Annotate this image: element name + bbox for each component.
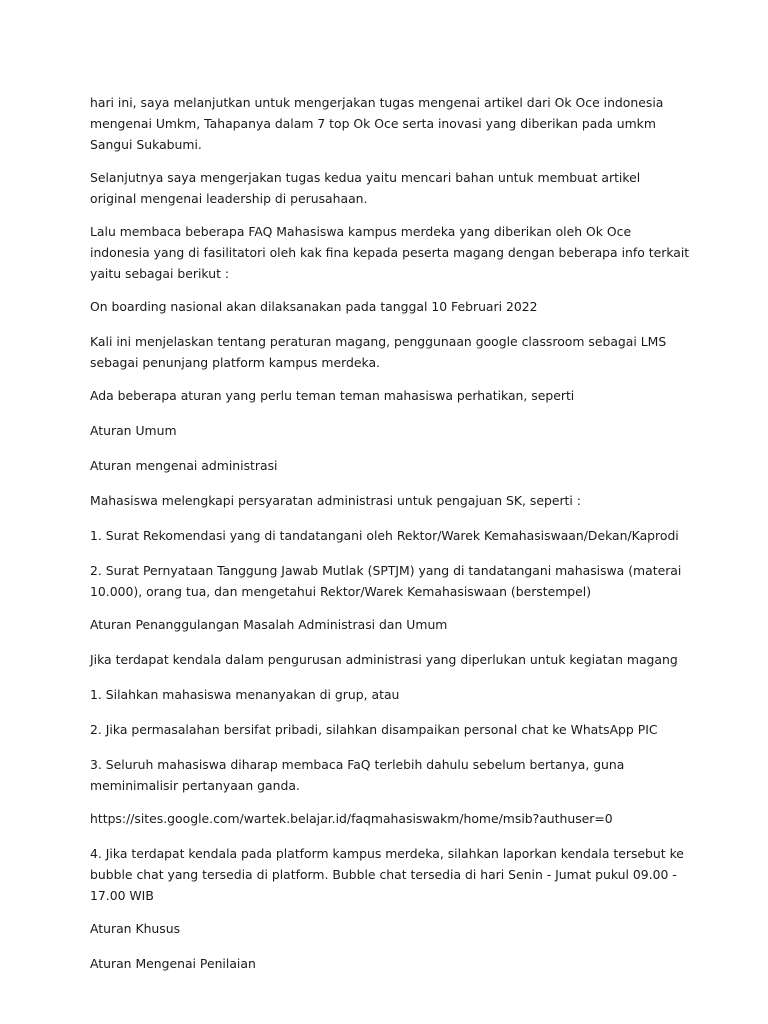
heading-aturan-khusus: Aturan Khusus	[90, 921, 181, 936]
paragraph: Lalu membaca beberapa FAQ Mahasiswa kampus merdeka yang diberikan oleh Ok Oce indonesia yang di fasilitatori oleh kak fina kepada peserta magang dengan beberapa info terkait yaitu sebagai berikut :	[90, 224, 690, 281]
paragraph: Kali ini menjelaskan tentang peraturan magang, penggunaan google classroom sebagai LMS sebagai penunjang platform kampus merdeka.	[90, 334, 667, 370]
paragraph: Mahasiswa melengkapi persyaratan administrasi untuk pengajuan SK, seperti :	[90, 493, 581, 508]
paragraph: Jika terdapat kendala dalam pengurusan administrasi yang diperlukan untuk kegiatan magang	[90, 652, 678, 667]
heading-penilaian: Aturan Mengenai Penilaian	[90, 956, 256, 971]
list-item: 1. Silahkan mahasiswa menanyakan di grup, atau	[90, 687, 400, 702]
document-body	[90, 92, 690, 988]
heading-aturan-umum: Aturan Umum	[90, 423, 177, 438]
paragraph: hari ini, saya melanjutkan untuk mengerjakan tugas mengenai artikel dari Ok Oce indonesia mengenai Umkm, Tahapanya dalam 7 top Ok Oce serta inovasi yang diberikan pada umkm Sangui Sukabumi.	[90, 95, 664, 152]
list-item: 2. Jika permasalahan bersifat pribadi, silahkan disampaikan personal chat ke WhatsApp PIC	[90, 722, 658, 737]
paragraph: On boarding nasional akan dilaksanakan pada tanggal 10 Februari 2022	[90, 299, 538, 314]
faq-link: https://sites.google.com/wartek.belajar.id/faqmahasiswakm/home/msib?authuser=0	[90, 811, 613, 826]
list-item: 2. Surat Pernyataan Tanggung Jawab Mutlak (SPTJM) yang di tandatangani mahasiswa (materai 10.000), orang tua, dan mengetahui Rektor/Warek Kemahasiswaan (berstempel)	[90, 563, 682, 599]
paragraph: Ada beberapa aturan yang perlu teman teman mahasiswa perhatikan, seperti	[90, 388, 575, 403]
list-item: 1. Surat Rekomendasi yang di tandatangani oleh Rektor/Warek Kemahasiswaan/Dekan/Kaprodi	[90, 528, 679, 543]
list-item: 4. Jika terdapat kendala pada platform kampus merdeka, silahkan laporkan kendala tersebut ke bubble chat yang tersedia di platform. Bubble chat tersedia di hari Senin - Jumat pukul 09.00 - 17.00 WIB	[90, 846, 684, 903]
list-item: 3. Seluruh mahasiswa diharap membaca FaQ terlebih dahulu sebelum bertanya, guna meminimalisir pertanyaan ganda.	[90, 757, 625, 793]
heading-penanggulangan: Aturan Penanggulangan Masalah Administrasi dan Umum	[90, 617, 448, 632]
paragraph: Selanjutnya saya mengerjakan tugas kedua yaitu mencari bahan untuk membuat artikel original mengenai leadership di perusahaan.	[90, 170, 641, 206]
heading-administrasi: Aturan mengenai administrasi	[90, 458, 278, 473]
